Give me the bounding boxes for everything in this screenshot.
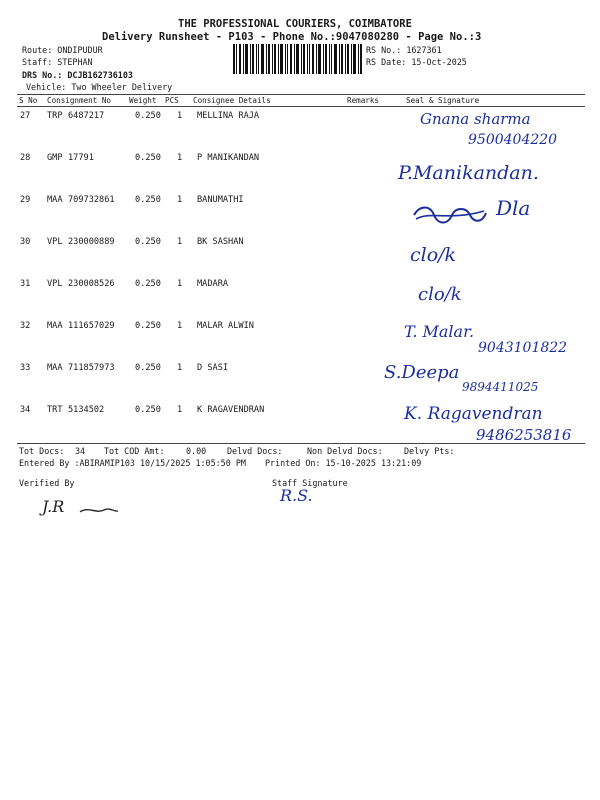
header-rule-bottom — [17, 106, 585, 107]
col-consignment-no: Consignment No — [47, 96, 112, 105]
row-s-no: 29 — [20, 195, 31, 205]
tot-docs-label: Tot Docs: — [19, 446, 65, 456]
row-prefix: VPL — [47, 237, 63, 247]
row-consignee: P MANIKANDAN — [197, 153, 260, 163]
row-s-no: 34 — [20, 405, 31, 415]
printed-on: Printed On: 15-10-2025 13:21:09 — [265, 458, 422, 468]
entered-by: Entered By :ABIRAMIP103 10/15/2025 1:05:50 PM — [19, 458, 246, 468]
row-prefix: VPL — [47, 279, 63, 289]
row-prefix: TRT — [47, 405, 63, 415]
col-pcs: PCS — [165, 96, 179, 105]
row-prefix: MAA — [47, 195, 63, 205]
col-remarks: Remarks — [347, 96, 380, 105]
row-weight: 0.250 — [135, 195, 161, 205]
tot-cod-label: Tot COD Amt: — [104, 446, 165, 456]
vehicle-label: Vehicle: Two Wheeler Delivery — [26, 82, 173, 92]
row-number: 711857973 — [68, 363, 115, 373]
route-label: Route: ONDIPUDUR — [22, 45, 103, 55]
handwritten-phone: 9894411025 — [462, 380, 539, 394]
tot-cod-value: 0.00 — [186, 446, 207, 456]
handwritten-signature: K. Ragavendran — [404, 404, 543, 424]
col-seal-signature: Seal & Signature — [406, 96, 480, 105]
header-rule-top — [17, 94, 585, 95]
row-weight: 0.250 — [135, 237, 161, 247]
row-s-no: 33 — [20, 363, 31, 373]
delvd-docs-label: Delvd Docs: — [227, 446, 283, 456]
runsheet-title: Delivery Runsheet - P103 - Phone No.:9047080280 - Page No.:3 — [102, 31, 482, 43]
verified-by-signature: J.R — [42, 497, 65, 516]
row-prefix: MAA — [47, 321, 63, 331]
row-consignee: BANUMATHI — [197, 195, 244, 205]
rs-number: RS No.: 1627361 — [366, 45, 442, 55]
tot-docs-value: 34 — [75, 446, 86, 456]
delvy-pts-label: Delvy Pts: — [404, 446, 455, 456]
row-pcs: 1 — [177, 363, 183, 373]
col-s-no: S No — [19, 96, 38, 105]
row-pcs: 1 — [177, 279, 183, 289]
row-s-no: 27 — [20, 111, 31, 121]
row-prefix: MAA — [47, 363, 63, 373]
row-number: 5134502 — [68, 405, 105, 415]
row-consignee: K RAGAVENDRAN — [197, 405, 265, 415]
handwritten-phone: 9486253816 — [476, 426, 572, 444]
verified-signature-tail — [78, 504, 120, 516]
row-prefix: TRP — [47, 111, 63, 121]
row-pcs: 1 — [177, 153, 183, 163]
row-consignee: D SASI — [197, 363, 229, 373]
row-consignee: BK SASHAN — [197, 237, 244, 247]
row-number: 230008526 — [68, 279, 115, 289]
handwritten-signature: clo/k — [418, 284, 462, 305]
col-weight: Weight — [129, 96, 157, 105]
handwritten-signature: S.Deepa — [384, 362, 460, 383]
row-consignee: MALAR ALWIN — [197, 321, 254, 331]
row-number: 230000889 — [68, 237, 115, 247]
row-weight: 0.250 — [135, 153, 161, 163]
barcode — [233, 44, 363, 74]
row-prefix: GMP — [47, 153, 63, 163]
row-pcs: 1 — [177, 195, 183, 205]
row-consignee: MELLINA RAJA — [197, 111, 260, 121]
staff-label: Staff: STEPHAN — [22, 57, 93, 67]
company-title: THE PROFESSIONAL COURIERS, COIMBATORE — [178, 18, 412, 30]
row-weight: 0.250 — [135, 405, 161, 415]
row-s-no: 32 — [20, 321, 31, 331]
verified-by-label: Verified By — [19, 478, 75, 488]
rs-date: RS Date: 15-Oct-2025 — [366, 57, 467, 67]
handwritten-signature: T. Malar. — [404, 322, 475, 341]
row-number: 709732861 — [68, 195, 115, 205]
handwritten-signature: clo/k — [410, 244, 457, 266]
handwritten-signature: Dla — [496, 196, 531, 220]
row-consignee: MADARA — [197, 279, 229, 289]
row-pcs: 1 — [177, 405, 183, 415]
row-weight: 0.250 — [135, 111, 161, 121]
non-delvd-docs-label: Non Delvd Docs: — [307, 446, 383, 456]
handwritten-phone: 9043101822 — [478, 340, 568, 356]
row-pcs: 1 — [177, 111, 183, 121]
drs-number: DRS No.: DCJB162736103 — [22, 70, 133, 80]
row-s-no: 31 — [20, 279, 31, 289]
row-number: 17791 — [68, 153, 94, 163]
handwritten-signature: Gnana sharma — [420, 110, 531, 128]
row-weight: 0.250 — [135, 321, 161, 331]
row-pcs: 1 — [177, 321, 183, 331]
staff-signature-label: Staff Signature — [272, 478, 348, 488]
row-s-no: 28 — [20, 153, 31, 163]
footer-rule — [17, 443, 585, 444]
row-s-no: 30 — [20, 237, 31, 247]
row-weight: 0.250 — [135, 279, 161, 289]
row-pcs: 1 — [177, 237, 183, 247]
handwritten-phone: 9500404220 — [468, 132, 558, 148]
row-number: 111657029 — [68, 321, 115, 331]
handwritten-signature: P.Manikandan. — [398, 162, 539, 184]
staff-signature-mark: R.S. — [280, 486, 313, 505]
col-consignee: Consignee Details — [193, 96, 271, 105]
row-weight: 0.250 — [135, 363, 161, 373]
scribble-mark — [410, 203, 490, 227]
row-number: 6487217 — [68, 111, 105, 121]
